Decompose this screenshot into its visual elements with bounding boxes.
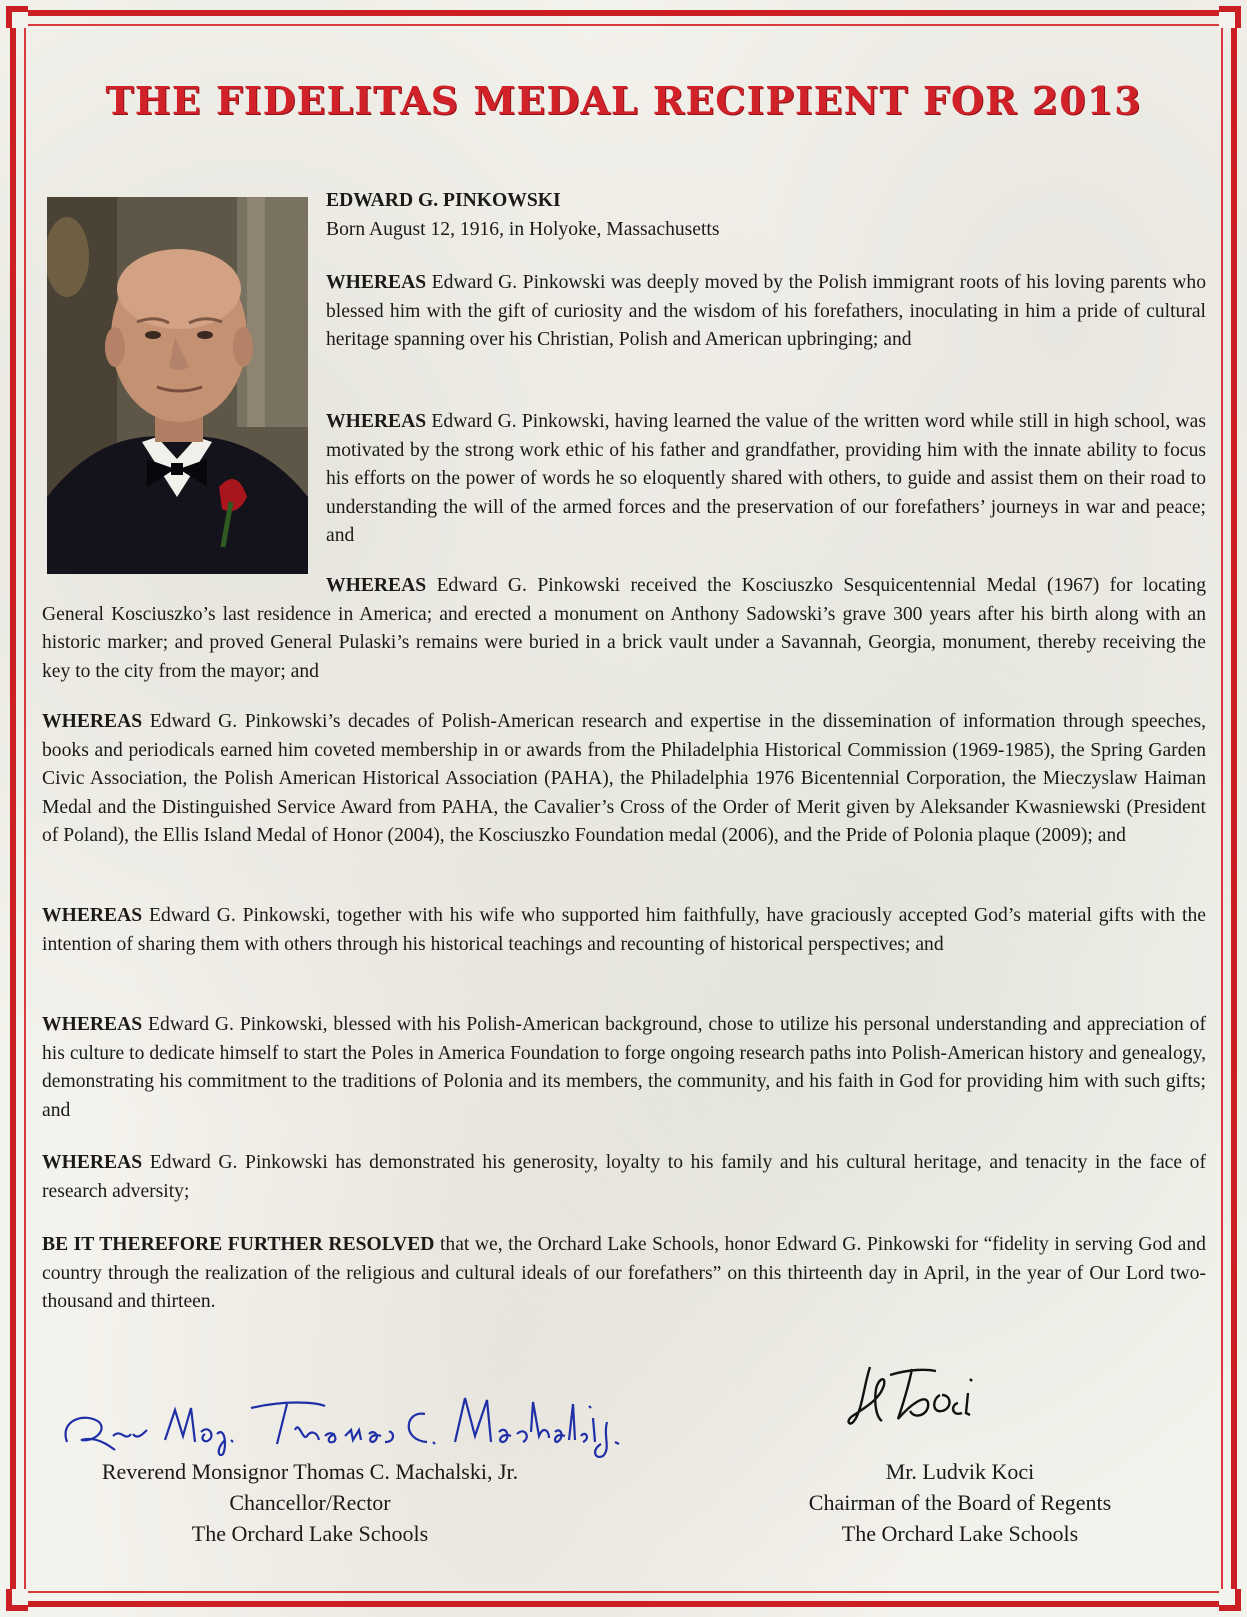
chairman-signature xyxy=(840,1355,1020,1435)
paragraph-body: Edward G. Pinkowski, blessed with his Polish-American background, chose to utilize his personal understanding and appreciation of his culture to dedicate himself to start the Poles in America Foundation to forge ongoing research paths into Polish-American history and genealogy, demonstrating his commitment to the traditions of Polonia and its members, the community, and his faith in God for providing him with such gifts; and xyxy=(42,1014,1206,1121)
corner-ornament xyxy=(6,6,28,28)
corner-ornament xyxy=(6,1589,28,1611)
chairman-organization: The Orchard Lake Schools xyxy=(841,1521,1079,1546)
paragraph-lead: WHEREAS xyxy=(42,1014,143,1035)
paragraph-body: Edward G. Pinkowski received the Kosciuszko Sesquicentennial Medal (1967) for locating General Kosciuszko’s last residence in America; and erected a monument on Anthony Sadowski’s grave 300 years after his birth along with an historic marker; and proved General Pulaski’s remains were buried in a brick vault under a Savannah, Georgia, monument, thereby receiving the key to the city from the mayor; and xyxy=(42,575,1206,682)
paragraph-body: Edward G. Pinkowski’s decades of Polish-American research and expertise in the dissemination of information through speeches, books and periodicals earned him coveted membership in or awards from the Philadelphia Historical Commission (1969-1985), the Spring Garden Civic Association, the Polish American Historical Association (PAHA), the Philadelphia 1976 Bicentennial Corporation, the Mieczyslaw Haiman Medal and the Distinguished Service Award from PAHA, the Cavalier’s Cross of the Order of Merit given by Aleksander Kwasniewski (President of Poland), the Ellis Island Medal of Honor (2004), the Kosciuszko Foundation medal (2006), and the Pride of Polonia plaque (2009); and xyxy=(42,711,1206,846)
recipient-header xyxy=(326,187,1206,244)
paragraph-body: that we, the Orchard Lake Schools, honor Edward G. Pinkowski for “fidelity in serving God and country through the realization of the religious and cultural ideals of our forefathers” on this thirteenth day in April, in the year of Our Lord two-thousand and thirteen. xyxy=(42,1234,1206,1312)
corner-ornament xyxy=(1219,6,1241,28)
paragraph-body: Edward G. Pinkowski, together with his wife who supported him faithfully, have graciously accepted God’s material gifts with the intention of sharing them with others through his historical teachings and recounting of historical perspectives; and xyxy=(42,905,1206,955)
chancellor-name: Reverend Monsignor Thomas C. Machalski, Jr. xyxy=(101,1459,519,1484)
paragraph-lead: WHEREAS xyxy=(326,272,427,293)
recipient-portrait xyxy=(47,197,308,574)
corner-ornament xyxy=(1219,1589,1241,1611)
paragraph-lead: WHEREAS xyxy=(326,575,427,596)
recipient-birth: Born August 12, 1916, in Holyoke, Massachusetts xyxy=(326,218,720,240)
whereas-paragraph xyxy=(42,902,1206,959)
paragraph-lead: WHEREAS xyxy=(42,711,143,732)
chairman-name: Mr. Ludvik Koci xyxy=(885,1459,1035,1484)
paragraph-lead: WHEREAS xyxy=(42,1152,143,1173)
paragraph-body: Edward G. Pinkowski has demonstrated his generosity, loyalty to his family and his cultural heritage, and tenacity in the face of research adversity; xyxy=(42,1152,1206,1202)
paragraph-lead: WHEREAS xyxy=(42,905,143,926)
recipient-name: EDWARD G. PINKOWSKI xyxy=(326,190,561,211)
chancellor-signature xyxy=(55,1380,635,1460)
certificate-title: THE FIDELITAS MEDAL RECIPIENT FOR 2013 xyxy=(105,78,1142,123)
chancellor-title: Chancellor/Rector xyxy=(229,1490,391,1515)
whereas-paragraph xyxy=(42,1149,1206,1206)
paragraph-body: Edward G. Pinkowski was deeply moved by the Polish immigrant roots of his loving parents who blessed him with the gift of curiosity and the wisdom of his forefathers, inoculating in him a pride of cultural heritage spanning over his Christian, Polish and American upbringing; and xyxy=(326,272,1206,350)
whereas-paragraph xyxy=(42,1011,1206,1125)
paragraph-lead: BE IT THEREFORE FURTHER RESOLVED xyxy=(42,1234,435,1255)
whereas-paragraph xyxy=(42,572,1206,686)
chancellor-block xyxy=(40,1456,580,1549)
paragraph-lead: WHEREAS xyxy=(326,411,427,432)
whereas-paragraph xyxy=(326,408,1206,551)
chairman-block xyxy=(740,1456,1180,1549)
whereas-paragraph xyxy=(42,708,1206,851)
resolution-paragraph xyxy=(42,1231,1206,1317)
whereas-paragraph xyxy=(326,269,1206,355)
paragraph-body: Edward G. Pinkowski, having learned the value of the written word while still in high school, was motivated by the strong work ethic of his father and grandfather, providing him with the innate ability to focus his efforts on the power of words he so eloquently shared with others, to guide and assist them on their road to understanding the will of the armed forces and the preservation of our forefathers’ journeys in war and peace; and xyxy=(326,411,1206,546)
chancellor-organization: The Orchard Lake Schools xyxy=(191,1521,429,1546)
chairman-title: Chairman of the Board of Regents xyxy=(808,1490,1112,1515)
